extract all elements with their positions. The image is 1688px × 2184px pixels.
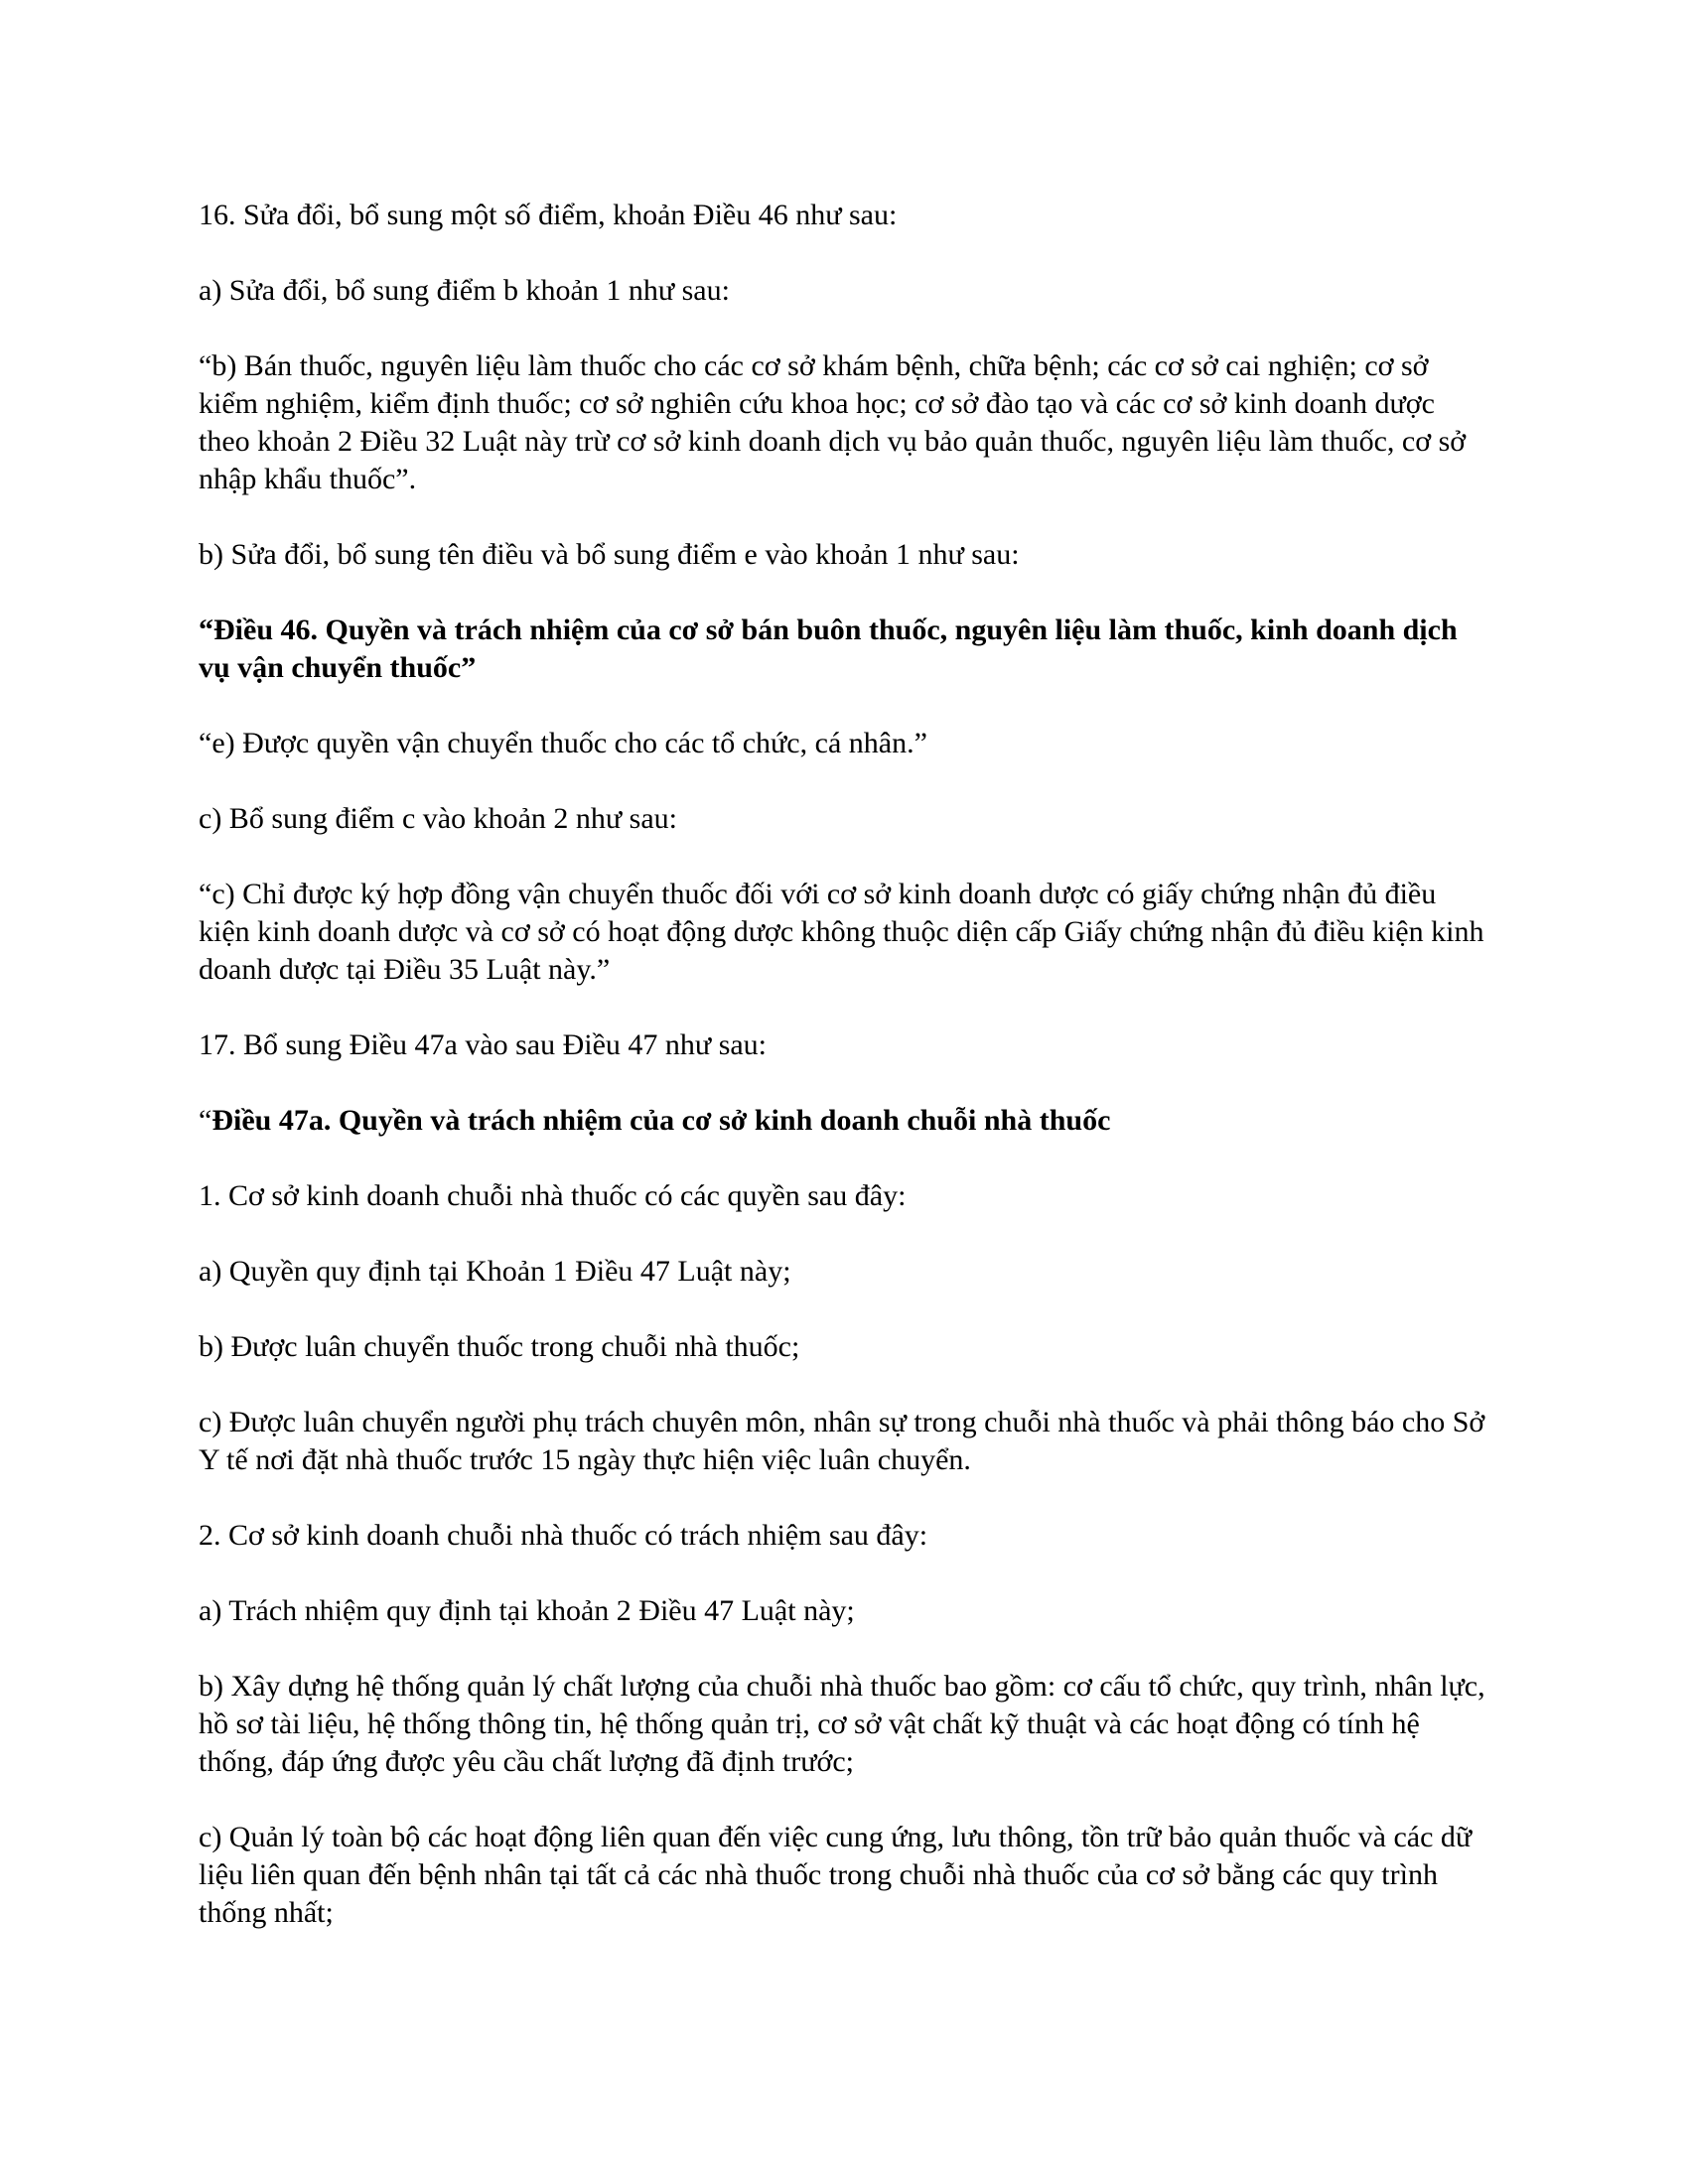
paragraph-16c: c) Bổ sung điểm c vào khoản 2 như sau: bbox=[199, 802, 678, 835]
paragraph-17: 17. Bổ sung Điều 47a vào sau Điều 47 như sau: bbox=[199, 1028, 768, 1061]
article-46-heading-text: “Điều 46. Quyền và trách nhiệm của cơ sở bán buôn thuốc, nguyên liệu làm thuốc, kinh doanh dịch vụ vận chuyển thuốc” bbox=[199, 614, 1458, 684]
article-47a-2b: b) Xây dựng hệ thống quản lý chất lượng của chuỗi nhà thuốc bao gồm: cơ cấu tổ chức, quy trình, nhân lực, hồ sơ tài liệu, hệ thống thông tin, hệ thống quản trị, cơ sở vật chất kỹ thuật và các hoạt động có tính hệ thống, đáp ứng được yêu cầu chất lượng đã định trước; bbox=[199, 1670, 1485, 1778]
paragraph-16: 16. Sửa đổi, bổ sung một số điểm, khoản Điều 46 như sau: bbox=[199, 199, 898, 231]
paragraph-16a: a) Sửa đổi, bổ sung điểm b khoản 1 như sau: bbox=[199, 274, 730, 307]
article-47a-heading bbox=[199, 1102, 1489, 1140]
paragraph-16c-text: “c) Chỉ được ký hợp đồng vận chuyển thuốc đối với cơ sở kinh doanh dược có giấy chứng nhận đủ điều kiện kinh doanh dược và cơ sở có hoạt động dược không thuộc diện cấp Giấy chứng nhận đủ điều kiện kinh doanh dược tại Điều 35 Luật này.” bbox=[199, 878, 1484, 986]
paragraph-16b: b) Sửa đổi, bổ sung tên điều và bổ sung điểm e vào khoản 1 như sau: bbox=[199, 538, 1020, 571]
article-47a-1a: a) Quyền quy định tại Khoản 1 Điều 47 Luật này; bbox=[199, 1255, 791, 1288]
article-47a-clause-1: 1. Cơ sở kinh doanh chuỗi nhà thuốc có các quyền sau đây: bbox=[199, 1179, 907, 1212]
article-47a-1c: c) Được luân chuyển người phụ trách chuyên môn, nhân sự trong chuỗi nhà thuốc và phải thông báo cho Sở Y tế nơi đặt nhà thuốc trước 15 ngày thực hiện việc luân chuyển. bbox=[199, 1406, 1485, 1476]
article-47a-2c: c) Quản lý toàn bộ các hoạt động liên quan đến việc cung ứng, lưu thông, tồn trữ bảo quản thuốc và các dữ liệu liên quan đến bệnh nhân tại tất cả các nhà thuốc trong chuỗi nhà thuốc của cơ sở bằng các quy trình thống nhất; bbox=[199, 1821, 1473, 1929]
article-47a-1b: b) Được luân chuyển thuốc trong chuỗi nhà thuốc; bbox=[199, 1330, 800, 1363]
article-47a-open-quote: “ bbox=[199, 1104, 212, 1137]
article-47a-2a: a) Trách nhiệm quy định tại khoản 2 Điều 47 Luật này; bbox=[199, 1594, 855, 1627]
article-47a-clause-2: 2. Cơ sở kinh doanh chuỗi nhà thuốc có trách nhiệm sau đây: bbox=[199, 1519, 928, 1552]
article-47a-heading-text: Điều 47a. Quyền và trách nhiệm của cơ sở kinh doanh chuỗi nhà thuốc bbox=[211, 1104, 1111, 1137]
document-page bbox=[199, 197, 1489, 1970]
article-46-heading bbox=[199, 612, 1489, 687]
paragraph-16b-text: “e) Được quyền vận chuyển thuốc cho các tổ chức, cá nhân.” bbox=[199, 727, 927, 759]
paragraph-16a-text: “b) Bán thuốc, nguyên liệu làm thuốc cho các cơ sở khám bệnh, chữa bệnh; các cơ sở cai nghiện; cơ sở kiểm nghiệm, kiểm định thuốc; cơ sở nghiên cứu khoa học; cơ sở đào tạo và các cơ sở kinh doanh dược theo khoản 2 Điều 32 Luật này trừ cơ sở kinh doanh dịch vụ bảo quản thuốc, nguyên liệu làm thuốc, cơ sở nhập khẩu thuốc”. bbox=[199, 349, 1467, 495]
